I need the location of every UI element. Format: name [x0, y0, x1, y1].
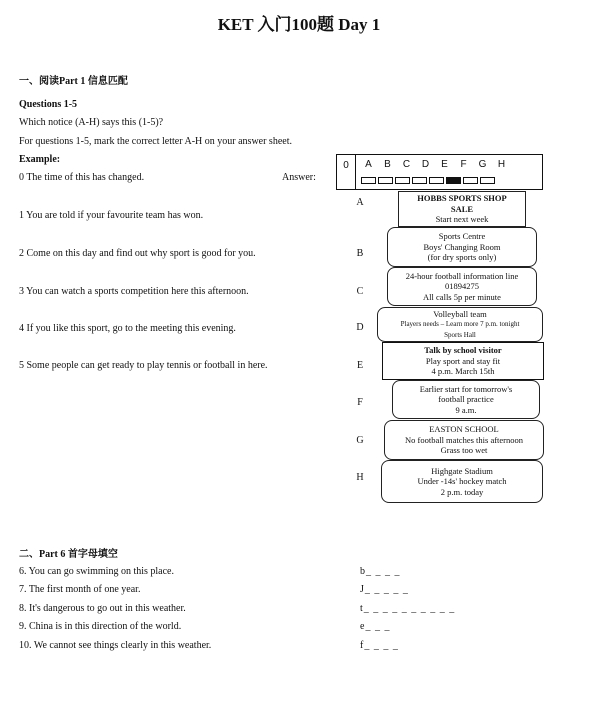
notice-b-line3: (for dry sports only) [427, 252, 497, 263]
questions-label: Questions 1-5 [19, 99, 78, 110]
part6-question-9: 9. China is in this direction of the world. [19, 621, 182, 632]
grid-letter: H [497, 159, 506, 170]
notice-a-line2: SALE [450, 203, 474, 214]
answer-box-d[interactable] [412, 177, 427, 184]
answer-grid [336, 154, 543, 190]
notice-d-line1: Volleyball team [433, 308, 487, 319]
question-5: 5 Some people can get ready to play tennis or football in here. [19, 360, 268, 371]
part6-heading: 二、Part 6 首字母填空 [19, 549, 118, 560]
notice-h-line3: 2 p.m. today [440, 486, 484, 497]
notice-b [387, 227, 537, 267]
answer-box-f-selected[interactable] [446, 177, 461, 184]
notice-f-line2: football practice [438, 394, 494, 405]
grid-letter: D [421, 159, 430, 170]
part6-blank-10[interactable]: f_ _ _ _ [360, 640, 399, 651]
instruction-2: For questions 1-5, mark the correct letter A-H on your answer sheet. [19, 136, 292, 147]
answer-box-h[interactable] [480, 177, 495, 184]
notice-h-line2: Under -14s' hockey match [417, 476, 507, 487]
notice-d-line3: Sports Hall [444, 330, 476, 339]
notice-letter-e: E [356, 360, 364, 371]
notice-g [384, 420, 544, 460]
notice-letter-d: D [356, 322, 364, 333]
notice-e [382, 342, 544, 380]
notice-g-line2: No football matches this afternoon [404, 434, 524, 445]
grid-letter: E [441, 159, 448, 170]
notice-letter-a: A [356, 197, 364, 208]
notice-c-line2: 01894275 [445, 281, 479, 292]
part6-blank-7[interactable]: J_ _ _ _ _ [360, 584, 409, 595]
notice-letter-b: B [356, 248, 364, 259]
question-1: 1 You are told if your favourite team has won. [19, 210, 204, 221]
notice-a-line3: Start next week [435, 214, 489, 225]
notice-a [398, 191, 526, 227]
notice-c [387, 267, 537, 306]
part6-blank-9[interactable]: e_ _ _ [360, 621, 391, 632]
grid-letter: G [478, 159, 487, 170]
notice-f [392, 380, 540, 419]
notice-e-line3: 4 p.m. March 15th [431, 366, 495, 377]
part6-question-6: 6. You can go swimming on this place. [19, 566, 174, 577]
part6-question-8: 8. It's dangerous to go out in this weather. [19, 603, 186, 614]
notice-e-line2: Play sport and stay fit [425, 355, 501, 366]
notice-g-line3: Grass too wet [440, 445, 488, 456]
notice-g-line1: EASTON SCHOOL [429, 424, 499, 435]
grid-letter: A [365, 159, 372, 170]
answer-box-a[interactable] [361, 177, 376, 184]
instruction-1: Which notice (A-H) says this (1-5)? [19, 117, 164, 128]
answer-box-c[interactable] [395, 177, 410, 184]
part6-question-10: 10. We cannot see things clearly in this weather. [19, 640, 212, 651]
notice-letter-g: G [356, 435, 364, 446]
notice-d [377, 307, 543, 342]
question-2: 2 Come on this day and find out why sport is good for you. [19, 248, 256, 259]
notice-b-line1: Sports Centre [438, 231, 486, 242]
part6-blank-6[interactable]: b_ _ _ _ [360, 566, 401, 577]
notice-f-line3: 9 a.m. [455, 404, 477, 415]
question-4: 4 If you like this sport, go to the meeting this evening. [19, 323, 236, 334]
answer-box-e[interactable] [429, 177, 444, 184]
notice-d-line2: Players needs – Learn more 7 p.m. tonight [400, 320, 520, 329]
part6-question-7: 7. The first month of one year. [19, 584, 141, 595]
answer-grid-number: 0 [337, 155, 356, 189]
notice-c-line1: 24-hour football information line [405, 270, 519, 281]
example-text: 0 The time of this has changed. [19, 172, 145, 183]
answer-box-g[interactable] [463, 177, 478, 184]
notice-letter-h: H [356, 472, 364, 483]
notice-e-line1: Talk by school visitor [424, 345, 502, 356]
part6-blank-8[interactable]: t_ _ _ _ _ _ _ _ _ _ [360, 603, 456, 614]
page-title: KET 入门100题 Day 1 [217, 15, 381, 34]
question-3: 3 You can watch a sports competition here this afternoon. [19, 286, 249, 297]
notice-f-line1: Earlier start for tomorrow's [419, 383, 513, 394]
notice-h-line1: Highgate Stadium [431, 465, 493, 476]
part1-heading: 一、阅读Part 1 信息匹配 [19, 76, 128, 87]
answer-box-b[interactable] [378, 177, 393, 184]
answer-label: Answer: [282, 172, 316, 183]
notice-letter-c: C [356, 286, 364, 297]
notice-h [381, 460, 543, 503]
answer-grid-letters [359, 159, 511, 170]
notice-a-line1: HOBBS SPORTS SHOP [417, 193, 507, 204]
notice-c-line3: All calls 5p per minute [423, 291, 501, 302]
notice-letter-f: F [357, 397, 363, 408]
grid-letter: F [460, 159, 467, 170]
notice-b-line2: Boys' Changing Room [423, 241, 501, 252]
example-label: Example: [19, 154, 61, 165]
grid-letter: C [402, 159, 411, 170]
grid-letter: B [384, 159, 391, 170]
